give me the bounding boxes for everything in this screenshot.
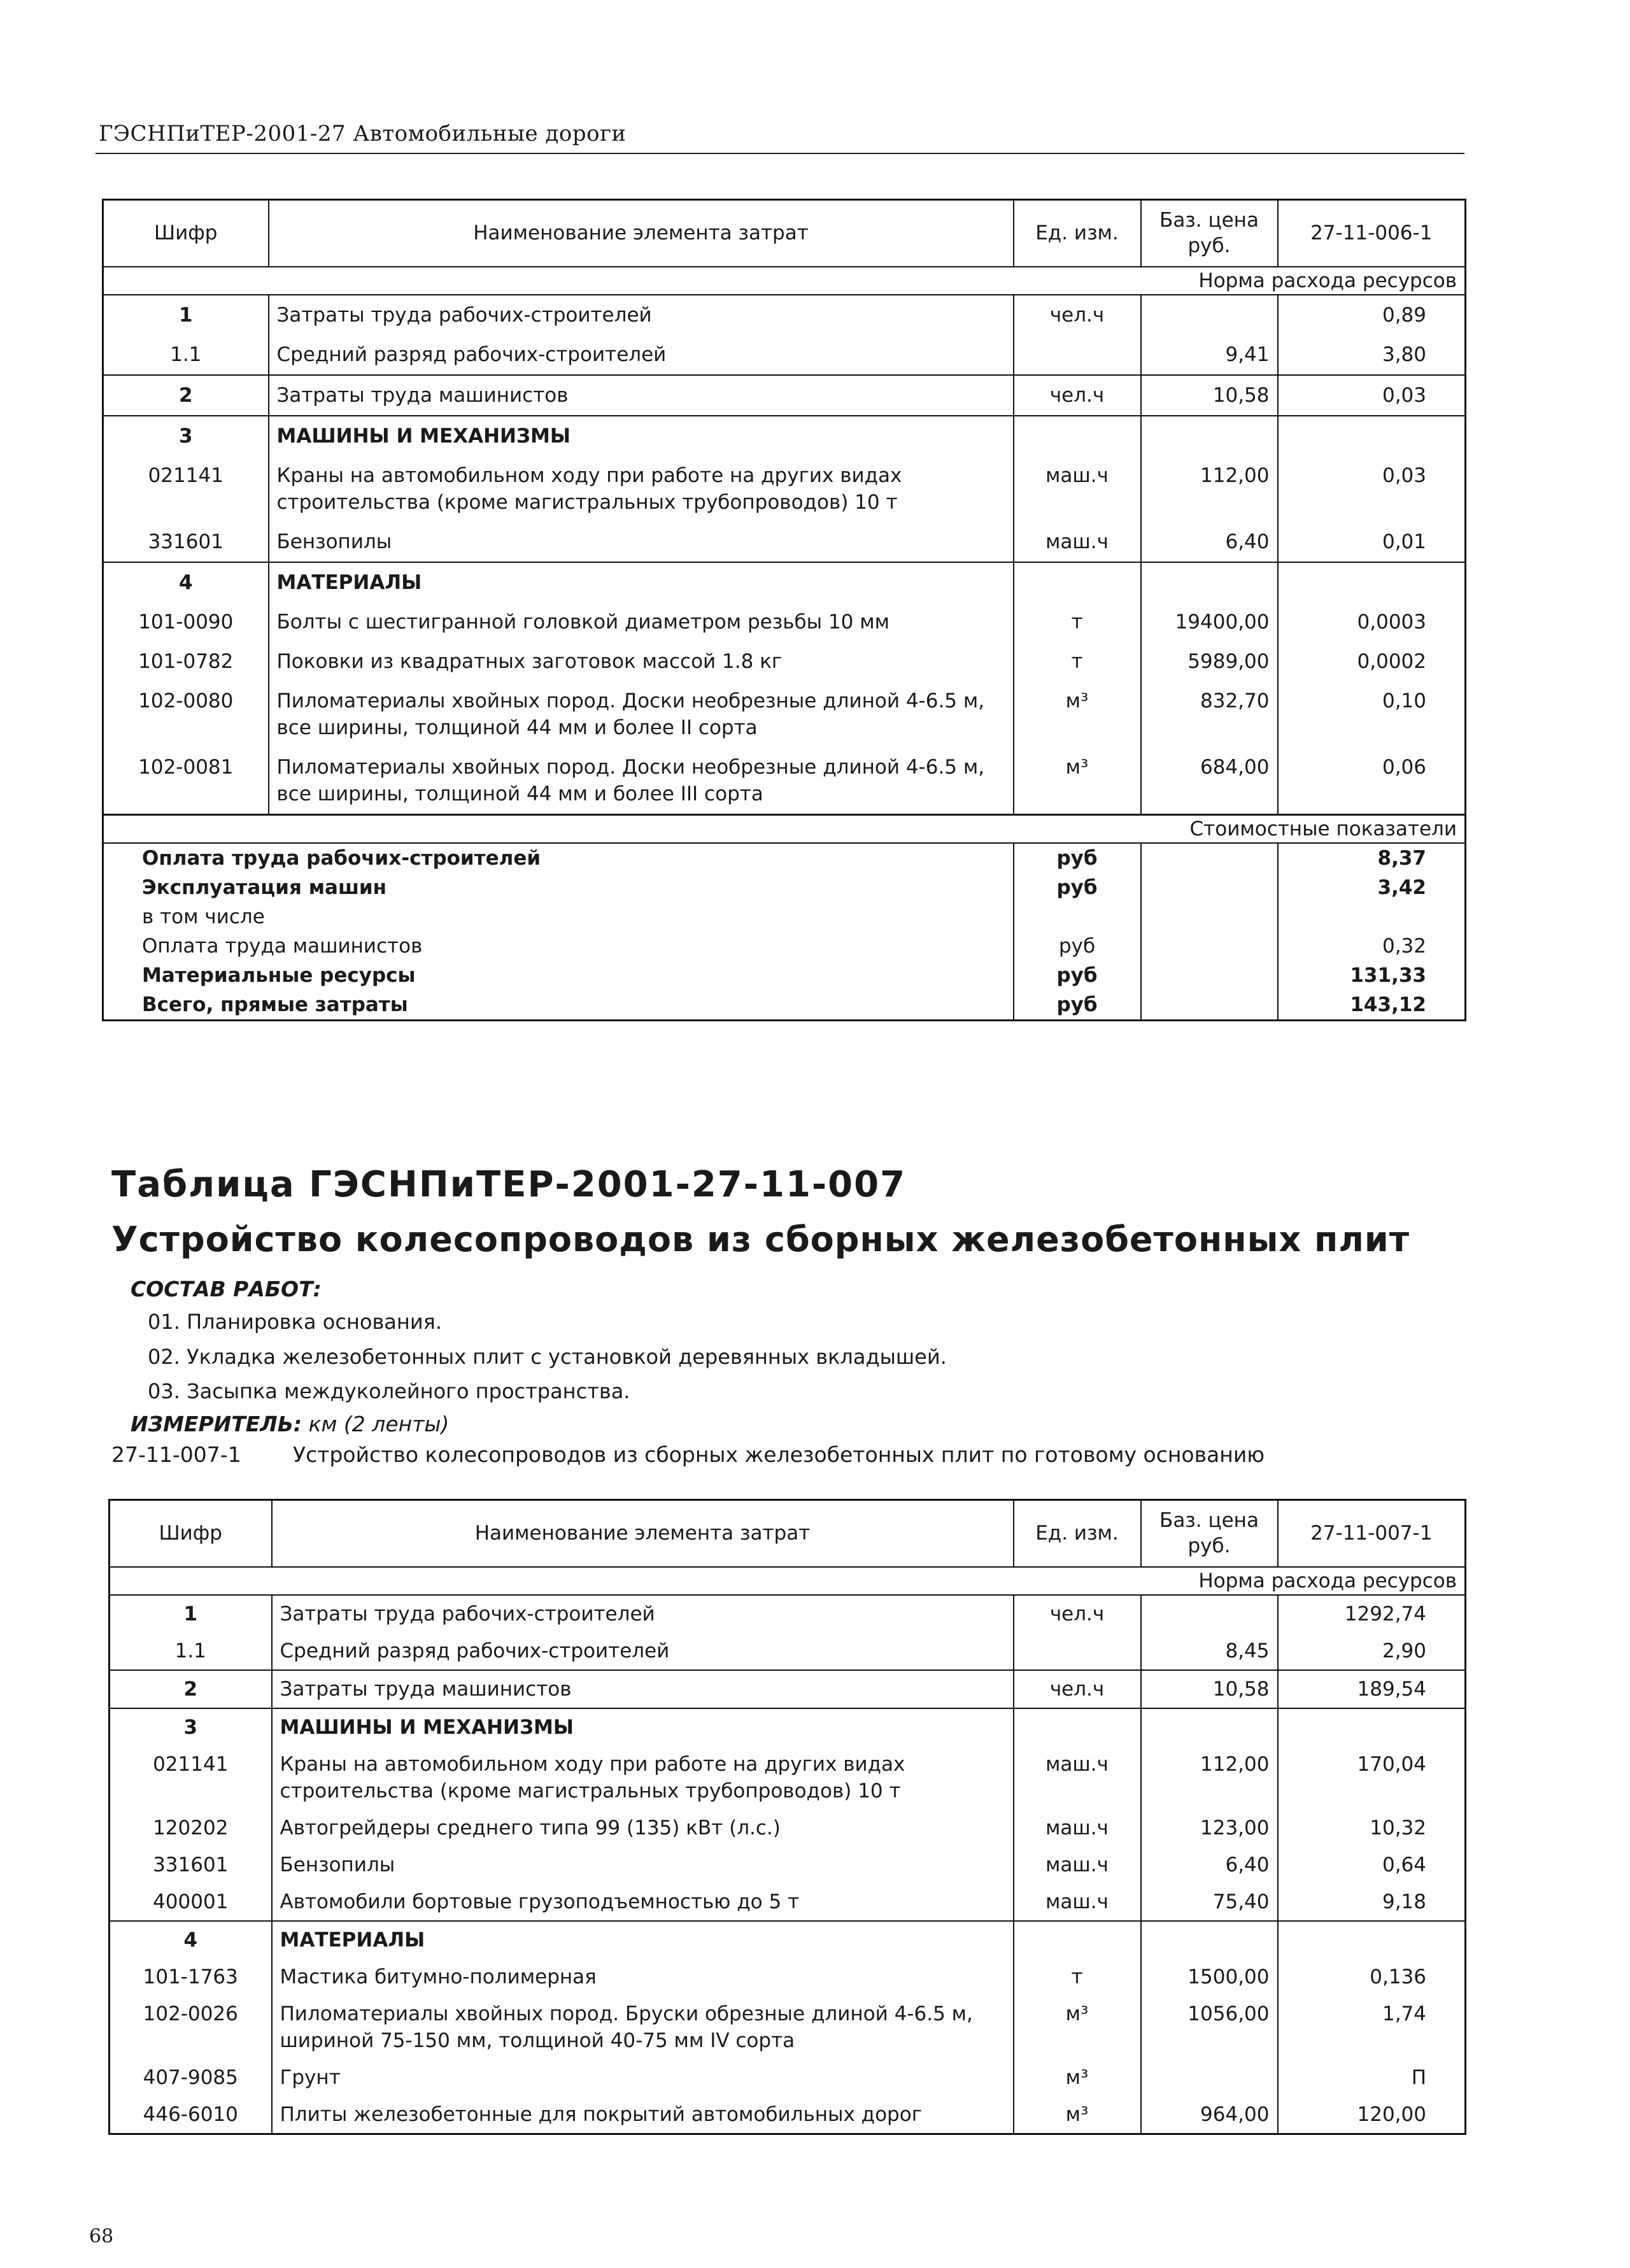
table-title: Таблица ГЭСНПиТЕР-2001-27-11-007 — [111, 1164, 907, 1205]
header-name: Наименование элемента затрат — [269, 200, 1014, 267]
row-norm-value: 0,03 — [1278, 456, 1466, 522]
work-item: 02. Укладка железобетонных плит с установкой деревянных вкладышей. — [148, 1345, 947, 1369]
summary-value — [1278, 902, 1466, 932]
position-line — [111, 1442, 1265, 1467]
row-unit: маш.ч — [1014, 1810, 1141, 1846]
row-name: Средний разряд рабочих-строителей — [269, 335, 1014, 375]
position-name: Устройство колесопроводов из сборных железобетонных плит по готовому основанию — [293, 1442, 1265, 1467]
row-name: Плиты железобетонные для покрытий автомобильных дорог — [272, 2096, 1014, 2134]
row-code: 021141 — [103, 456, 269, 522]
row-price: 1056,00 — [1141, 1995, 1278, 2059]
row-code: 2 — [103, 375, 269, 416]
row-name: МАТЕРИАЛЫ — [280, 1928, 425, 1952]
summary-label: Материальные ресурсы — [103, 961, 1014, 990]
running-header: ГЭСНПиТЕР-2001-27 Автомобильные дороги — [99, 121, 627, 146]
row-code: 407-9085 — [110, 2059, 272, 2096]
row-unit: т — [1014, 642, 1141, 681]
summary-value: 0,32 — [1278, 932, 1466, 961]
table-row — [110, 1746, 1466, 1810]
row-code: 4 — [103, 562, 269, 602]
summary-row — [103, 932, 1466, 961]
row-unit: маш.ч — [1014, 1883, 1141, 1921]
row-norm-value: 0,01 — [1278, 522, 1466, 562]
summary-label: Оплата труда рабочих-строителей — [103, 843, 1014, 873]
row-price: 75,40 — [1141, 1883, 1278, 1921]
header-code: Шифр — [103, 200, 269, 267]
row-unit: маш.ч — [1014, 522, 1141, 562]
table-row — [103, 295, 1466, 335]
row-unit: т — [1014, 602, 1141, 642]
summary-unit — [1014, 902, 1141, 932]
band-costs-label: Стоимостные показатели — [103, 814, 1466, 843]
row-name: Пиломатериалы хвойных пород. Доски необрезные длиной 4-6.5 м, все ширины, толщиной 44 мм и более III сорта — [269, 748, 1014, 815]
row-code: 101-1763 — [110, 1959, 272, 1995]
row-price — [1141, 1921, 1278, 1959]
row-name: Автогрейдеры среднего типа 99 (135) кВт (л.с.) — [280, 1816, 781, 1839]
row-code: 2 — [110, 1670, 272, 1708]
meter-label: ИЗМЕРИТЕЛЬ: — [131, 1412, 302, 1436]
row-price: 6,40 — [1141, 522, 1278, 562]
row-norm-value: 0,03 — [1278, 375, 1466, 416]
table-row — [110, 1633, 1466, 1670]
row-name: МАШИНЫ И МЕХАНИЗМЫ — [280, 1715, 574, 1739]
row-price: 10,58 — [1141, 1670, 1278, 1708]
table-header-row — [110, 1500, 1466, 1567]
header-price: Баз. цена руб. — [1141, 1500, 1278, 1567]
row-code: 102-0080 — [103, 681, 269, 748]
row-price — [1141, 2059, 1278, 2096]
work-item: 03. Засыпка междуколейного пространства. — [148, 1379, 630, 1403]
table-row — [103, 681, 1466, 748]
row-price — [1141, 416, 1278, 456]
row-name: Автомобили бортовые грузоподъемностью до 5 т — [272, 1883, 1014, 1921]
row-name: Краны на автомобильном ходу при работе на других видах строительства (кроме магистральных трубопроводов) 10 т — [280, 1752, 905, 1803]
row-name: МАШИНЫ И МЕХАНИЗМЫ — [276, 424, 570, 448]
row-price: 5989,00 — [1141, 642, 1278, 681]
row-name: Затраты труда рабочих-строителей — [276, 303, 652, 327]
band-row-resources — [110, 1567, 1466, 1595]
summary-value: 8,37 — [1278, 843, 1466, 873]
header-norm-code: 27-11-007-1 — [1278, 1500, 1466, 1567]
table-row — [110, 1595, 1466, 1633]
row-unit: т — [1014, 1959, 1141, 1995]
row-price — [1141, 1595, 1278, 1633]
band-row-costs — [103, 814, 1466, 843]
summary-row — [103, 873, 1466, 902]
summary-price-empty — [1141, 902, 1278, 932]
row-norm-value: 120,00 — [1278, 2096, 1466, 2134]
row-norm-value: П — [1278, 2059, 1466, 2096]
table-row — [110, 1959, 1466, 1995]
row-code: 1 — [103, 295, 269, 335]
row-name: Поковки из квадратных заготовок массой 1.8 кг — [276, 649, 783, 673]
row-code: 1.1 — [103, 335, 269, 375]
row-name: Болты с шестигранной головкой диаметром резьбы 10 мм — [276, 610, 889, 634]
summary-price-empty — [1141, 990, 1278, 1021]
row-norm-value — [1278, 562, 1466, 602]
row-price: 6,40 — [1141, 1846, 1278, 1883]
row-norm-value: 0,0002 — [1278, 642, 1466, 681]
header-rule — [96, 153, 1464, 154]
row-code: 3 — [103, 416, 269, 456]
row-norm-value: 3,80 — [1278, 335, 1466, 375]
row-norm-value: 9,18 — [1278, 1883, 1466, 1921]
table-row — [103, 748, 1466, 815]
summary-row — [103, 843, 1466, 873]
summary-label: в том числе — [103, 902, 1014, 932]
header-unit: Ед. изм. — [1014, 200, 1141, 267]
row-name: Бензопилы — [280, 1853, 395, 1876]
row-unit: чел.ч — [1014, 375, 1141, 416]
row-price: 8,45 — [1141, 1633, 1278, 1670]
row-name: Средний разряд рабочих-строителей — [272, 1633, 1014, 1670]
table-row — [110, 2059, 1466, 2096]
row-price: 832,70 — [1141, 681, 1278, 748]
row-price: 112,00 — [1141, 456, 1278, 522]
summary-label: Всего, прямые затраты — [103, 990, 1014, 1021]
row-unit: чел.ч — [1014, 295, 1141, 335]
row-norm-value: 0,89 — [1278, 295, 1466, 335]
band-resources-label: Норма расхода ресурсов — [110, 1567, 1466, 1595]
row-name: Мастика битумно-полимерная — [280, 1965, 597, 1988]
table-row — [103, 416, 1466, 456]
summary-unit: руб — [1014, 932, 1141, 961]
header-code: Шифр — [110, 1500, 272, 1567]
row-name: МАТЕРИАЛЫ — [276, 571, 422, 594]
summary-value: 3,42 — [1278, 873, 1466, 902]
header-name: Наименование элемента затрат — [272, 1500, 1014, 1567]
row-name: Затраты труда машинистов — [269, 375, 1014, 416]
summary-unit: руб — [1014, 990, 1141, 1021]
row-unit — [1014, 416, 1141, 456]
table-row — [103, 562, 1466, 602]
row-name: Краны на автомобильном ходу при работе на других видах строительства (кроме магистральных трубопроводов) 10 т — [276, 464, 902, 514]
works-heading: СОСТАВ РАБОТ: — [131, 1277, 322, 1301]
row-norm-value: 0,136 — [1278, 1959, 1466, 1995]
row-unit: м³ — [1014, 2096, 1141, 2134]
row-price: 19400,00 — [1141, 602, 1278, 642]
table-row — [103, 456, 1466, 522]
row-norm-value — [1278, 416, 1466, 456]
table-row — [110, 2096, 1466, 2134]
row-name: Пиломатериалы хвойных пород. Доски необрезные длиной 4-6.5 м, все ширины, толщиной 44 мм и более II сорта — [276, 689, 985, 739]
resource-table-2 — [108, 1499, 1466, 2135]
table-body — [110, 1595, 1466, 2134]
row-code: 446-6010 — [110, 2096, 272, 2134]
row-price: 10,58 — [1141, 375, 1278, 416]
table-row — [110, 1995, 1466, 2059]
row-code: 021141 — [110, 1746, 272, 1810]
row-norm-value: 0,10 — [1278, 681, 1466, 748]
summary-price-empty — [1141, 932, 1278, 961]
row-name: Грунт — [280, 2066, 341, 2089]
row-price: 9,41 — [1141, 335, 1278, 375]
meter-line — [131, 1412, 449, 1436]
row-code: 1.1 — [110, 1633, 272, 1670]
summary-label: Оплата труда машинистов — [103, 932, 1014, 961]
summary-unit: руб — [1014, 873, 1141, 902]
table-row — [103, 335, 1466, 375]
row-price — [1141, 562, 1278, 602]
row-norm-value: 1292,74 — [1278, 1595, 1466, 1633]
row-price — [1141, 1708, 1278, 1746]
summary-price-empty — [1141, 843, 1278, 873]
row-unit: м³ — [1014, 2059, 1141, 2096]
summary-body — [103, 843, 1466, 1021]
meter-value: км (2 ленты) — [308, 1412, 450, 1436]
table-row — [110, 1810, 1466, 1846]
row-code: 102-0081 — [103, 748, 269, 815]
row-name: Затраты труда рабочих-строителей — [280, 1602, 655, 1626]
row-name: Бензопилы — [269, 522, 1014, 562]
summary-price-empty — [1141, 873, 1278, 902]
row-norm-value — [1278, 1708, 1466, 1746]
band-resources-label: Норма расхода ресурсов — [103, 267, 1466, 295]
row-norm-value — [1278, 1921, 1466, 1959]
table-row — [103, 602, 1466, 642]
row-code: 4 — [110, 1921, 272, 1959]
row-price: 684,00 — [1141, 748, 1278, 815]
band-row-resources — [103, 267, 1466, 295]
row-unit: чел.ч — [1014, 1670, 1141, 1708]
row-price — [1141, 295, 1278, 335]
header-unit: Ед. изм. — [1014, 1500, 1141, 1567]
row-code: 102-0026 — [110, 1995, 272, 2059]
row-unit: чел.ч — [1014, 1595, 1141, 1633]
row-code: 3 — [110, 1708, 272, 1746]
row-norm-value: 10,32 — [1278, 1810, 1466, 1846]
summary-row — [103, 990, 1466, 1021]
row-unit — [1014, 335, 1141, 375]
row-price: 112,00 — [1141, 1746, 1278, 1810]
work-item: 01. Планировка основания. — [148, 1310, 443, 1334]
table-row — [110, 1921, 1466, 1959]
row-norm-value: 1,74 — [1278, 1995, 1466, 2059]
table-body — [103, 295, 1466, 815]
row-unit: м³ — [1014, 748, 1141, 815]
row-code: 101-0090 — [103, 602, 269, 642]
row-code: 331601 — [103, 522, 269, 562]
row-price: 1500,00 — [1141, 1959, 1278, 1995]
row-norm-value: 0,0003 — [1278, 602, 1466, 642]
page-number: 68 — [89, 2225, 114, 2248]
table-row — [103, 522, 1466, 562]
row-unit — [1014, 562, 1141, 602]
summary-unit: руб — [1014, 961, 1141, 990]
summary-unit: руб — [1014, 843, 1141, 873]
summary-value: 143,12 — [1278, 990, 1466, 1021]
summary-value: 131,33 — [1278, 961, 1466, 990]
row-unit: маш.ч — [1014, 1746, 1141, 1810]
table-row — [103, 375, 1466, 416]
summary-row — [103, 961, 1466, 990]
row-norm-value: 2,90 — [1278, 1633, 1466, 1670]
row-unit: м³ — [1014, 681, 1141, 748]
row-unit — [1014, 1921, 1141, 1959]
table-row — [110, 1846, 1466, 1883]
row-unit — [1014, 1708, 1141, 1746]
row-code: 1 — [110, 1595, 272, 1633]
position-code: 27-11-007-1 — [111, 1442, 241, 1467]
summary-row — [103, 902, 1466, 932]
resource-table-1 — [102, 199, 1466, 1021]
row-name: Затраты труда машинистов — [272, 1670, 1014, 1708]
row-norm-value: 0,06 — [1278, 748, 1466, 815]
row-code: 400001 — [110, 1883, 272, 1921]
table-row — [110, 1883, 1466, 1921]
header-norm-code: 27-11-006-1 — [1278, 200, 1466, 267]
row-norm-value: 189,54 — [1278, 1670, 1466, 1708]
row-code: 331601 — [110, 1846, 272, 1883]
row-unit: маш.ч — [1014, 1846, 1141, 1883]
row-price: 123,00 — [1141, 1810, 1278, 1846]
row-price: 964,00 — [1141, 2096, 1278, 2134]
row-code: 101-0782 — [103, 642, 269, 681]
table-header-row — [103, 200, 1466, 267]
row-norm-value: 170,04 — [1278, 1746, 1466, 1810]
row-unit: маш.ч — [1014, 456, 1141, 522]
summary-price-empty — [1141, 961, 1278, 990]
table-subtitle: Устройство колесопроводов из сборных железобетонных плит — [111, 1219, 1410, 1259]
table-row — [110, 1708, 1466, 1746]
table-row — [103, 642, 1466, 681]
row-norm-value: 0,64 — [1278, 1846, 1466, 1883]
header-price: Баз. цена руб. — [1141, 200, 1278, 267]
row-unit — [1014, 1633, 1141, 1670]
table-row — [110, 1670, 1466, 1708]
row-code: 120202 — [110, 1810, 272, 1846]
summary-label: Эксплуатация машин — [103, 873, 1014, 902]
row-name: Пиломатериалы хвойных пород. Бруски обрезные длиной 4-6.5 м, шириной 75-150 мм, толщиной 40-75 мм IV сорта — [280, 2002, 973, 2052]
row-unit: м³ — [1014, 1995, 1141, 2059]
